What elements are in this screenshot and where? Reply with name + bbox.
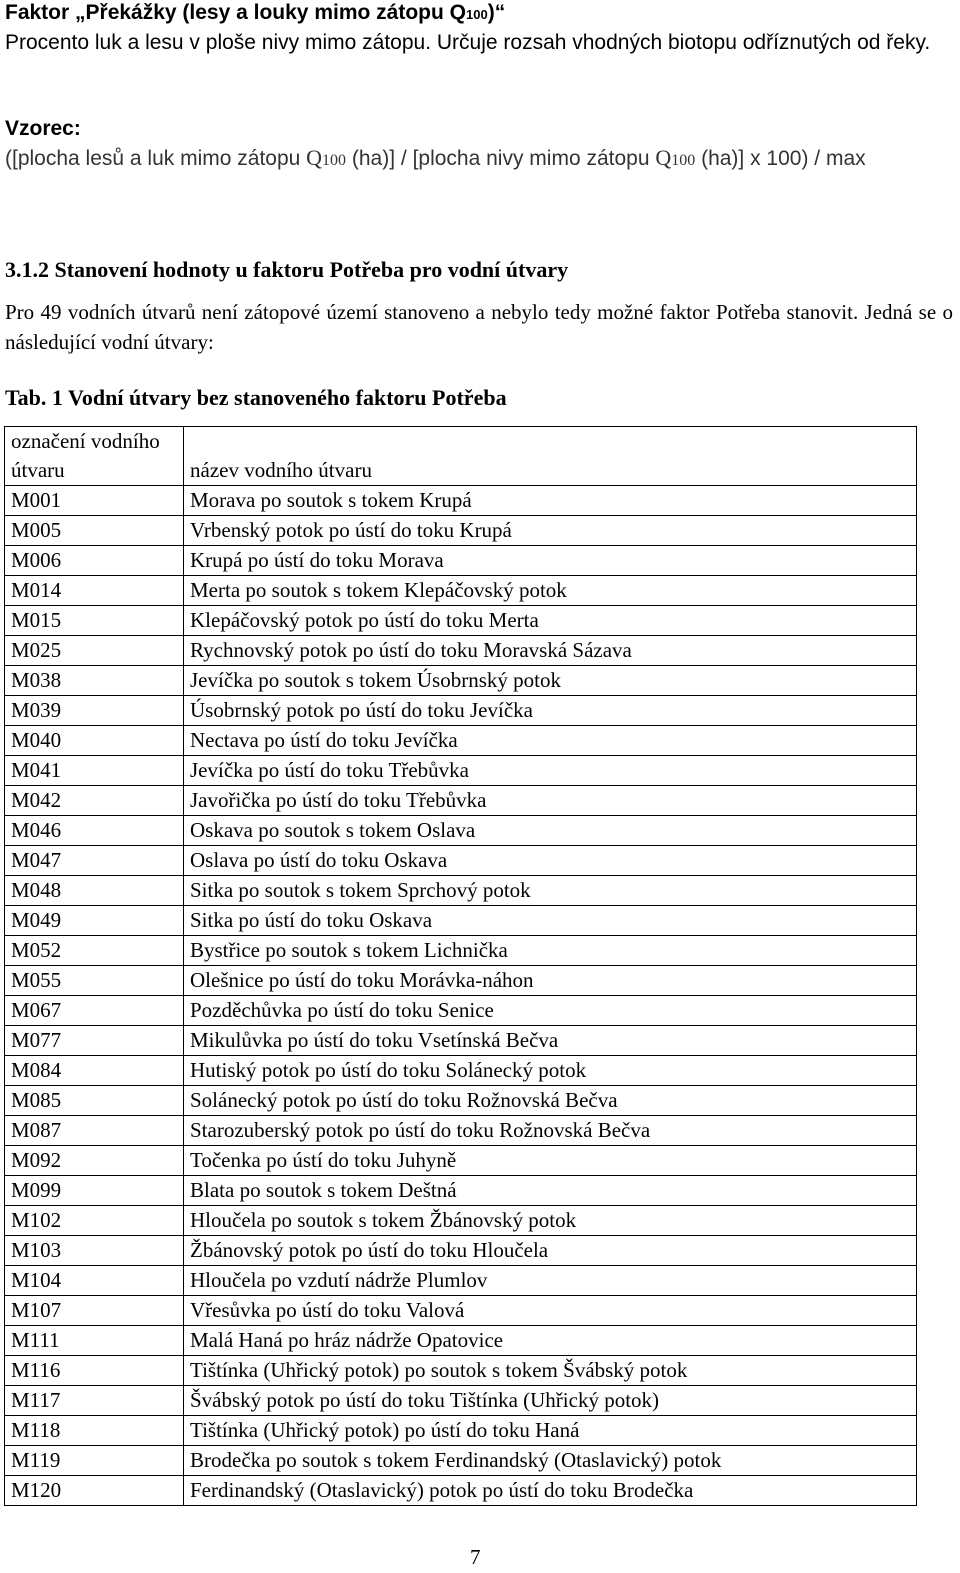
- header-code: označení vodního útvaru: [5, 427, 184, 486]
- water-body-code: M103: [5, 1236, 184, 1266]
- water-body-code: M042: [5, 786, 184, 816]
- water-body-code: M120: [5, 1476, 184, 1506]
- water-body-code: M039: [5, 696, 184, 726]
- table-row: [5, 1356, 917, 1386]
- water-body-code: M025: [5, 636, 184, 666]
- water-body-code: M107: [5, 1296, 184, 1326]
- water-body-name: Morava po soutok s tokem Krupá: [184, 486, 917, 516]
- table-row: [5, 726, 917, 756]
- water-body-name: Tištínka (Uhřický potok) po soutok s tokem Švábský potok: [184, 1356, 917, 1386]
- water-body-name: Hloučela po soutok s tokem Žbánovský potok: [184, 1206, 917, 1236]
- table-row: [5, 1026, 917, 1056]
- table-row: [5, 516, 917, 546]
- water-body-name: Žbánovský potok po ústí do toku Hloučela: [184, 1236, 917, 1266]
- water-body-code: M049: [5, 906, 184, 936]
- table-row: [5, 666, 917, 696]
- water-body-code: M005: [5, 516, 184, 546]
- table-row: [5, 906, 917, 936]
- water-body-name: Jevíčka po ústí do toku Třebůvka: [184, 756, 917, 786]
- water-bodies-table: [4, 426, 917, 1506]
- water-body-code: M046: [5, 816, 184, 846]
- water-body-name: Úsobrnský potok po ústí do toku Jevíčka: [184, 696, 917, 726]
- formula-q-1: Q: [306, 145, 323, 170]
- water-body-code: M084: [5, 1056, 184, 1086]
- water-body-name: Točenka po ústí do toku Juhyně: [184, 1146, 917, 1176]
- formula-part-2: (ha)] / [plocha nivy mimo zátopu: [346, 147, 656, 170]
- water-body-name: Solánecký potok po ústí do toku Rožnovská Bečva: [184, 1086, 917, 1116]
- water-body-code: M038: [5, 666, 184, 696]
- table-caption-label: Tab. 1: [5, 385, 63, 410]
- formula-part-1: ([plocha lesů a luk mimo zátopu: [5, 147, 307, 170]
- water-body-code: M006: [5, 546, 184, 576]
- table-row: [5, 846, 917, 876]
- table-caption-text: Vodní útvary bez stanoveného faktoru Potřeba: [62, 385, 507, 410]
- table-row: [5, 1146, 917, 1176]
- water-body-name: Javořička po ústí do toku Třebůvka: [184, 786, 917, 816]
- water-body-code: M104: [5, 1266, 184, 1296]
- table-row: [5, 1116, 917, 1146]
- water-body-name: Sitka po ústí do toku Oskava: [184, 906, 917, 936]
- section-paragraph: Pro 49 vodních útvarů není zátopové území stanoveno a nebylo tedy možné faktor Potřeba stanovit. Jedná se o následující vodní útvary:: [5, 300, 953, 354]
- water-body-name: Oskava po soutok s tokem Oslava: [184, 816, 917, 846]
- water-body-code: M099: [5, 1176, 184, 1206]
- water-body-code: M111: [5, 1326, 184, 1356]
- water-body-code: M041: [5, 756, 184, 786]
- table-row: [5, 816, 917, 846]
- water-body-code: M067: [5, 996, 184, 1026]
- formula-text: [5, 143, 957, 175]
- water-body-name: Blata po soutok s tokem Deštná: [184, 1176, 917, 1206]
- formula-subscript-2: 100: [671, 152, 696, 169]
- table-row: [5, 756, 917, 786]
- table-body: [5, 427, 917, 1506]
- table-row: [5, 1326, 917, 1356]
- header-name: název vodního útvaru: [184, 427, 917, 486]
- water-body-name: Tištínka (Uhřický potok) po ústí do toku Haná: [184, 1416, 917, 1446]
- table-row: [5, 1386, 917, 1416]
- water-body-name: Pozděchůvka po ústí do toku Senice: [184, 996, 917, 1026]
- water-body-code: M117: [5, 1386, 184, 1416]
- water-body-name: Rychnovský potok po ústí do toku Moravská Sázava: [184, 636, 917, 666]
- table-row: [5, 576, 917, 606]
- table-header-row: [5, 427, 917, 486]
- water-body-code: M077: [5, 1026, 184, 1056]
- water-body-code: M040: [5, 726, 184, 756]
- water-body-code: M048: [5, 876, 184, 906]
- formula-heading: Vzorec:: [5, 117, 81, 140]
- water-body-code: M087: [5, 1116, 184, 1146]
- table-row: [5, 1446, 917, 1476]
- water-body-code: M085: [5, 1086, 184, 1116]
- water-body-name: Malá Haná po hráz nádrže Opatovice: [184, 1326, 917, 1356]
- water-body-code: M055: [5, 966, 184, 996]
- water-body-code: M102: [5, 1206, 184, 1236]
- table-row: [5, 546, 917, 576]
- water-body-name: Klepáčovský potok po ústí do toku Merta: [184, 606, 917, 636]
- water-body-name: Hutiský potok po ústí do toku Solánecký potok: [184, 1056, 917, 1086]
- water-body-code: M047: [5, 846, 184, 876]
- water-body-code: M052: [5, 936, 184, 966]
- factor-title-suffix: )“: [487, 1, 506, 24]
- table-row: [5, 1266, 917, 1296]
- water-body-name: Starozuberský potok po ústí do toku Rožnovská Bečva: [184, 1116, 917, 1146]
- table-row: [5, 486, 917, 516]
- table-row: [5, 1236, 917, 1266]
- factor-title: [5, 0, 505, 28]
- table-row: [5, 786, 917, 816]
- water-body-name: Bystřice po soutok s tokem Lichnička: [184, 936, 917, 966]
- table-row: [5, 1056, 917, 1086]
- table-row: [5, 1176, 917, 1206]
- water-body-code: M001: [5, 486, 184, 516]
- table-row: [5, 1416, 917, 1446]
- table-caption: [5, 384, 507, 412]
- table-row: [5, 1476, 917, 1506]
- table-row: [5, 966, 917, 996]
- factor-title-prefix: Faktor „Překážky (lesy a louky mimo zátopu Q: [5, 1, 466, 24]
- water-body-code: M118: [5, 1416, 184, 1446]
- formula-q-2: Q: [655, 145, 672, 170]
- table-row: [5, 1086, 917, 1116]
- water-body-code: M116: [5, 1356, 184, 1386]
- water-body-name: Oslava po ústí do toku Oskava: [184, 846, 917, 876]
- table-row: [5, 636, 917, 666]
- table-row: [5, 696, 917, 726]
- water-body-name: Olešnice po ústí do toku Morávka-náhon: [184, 966, 917, 996]
- factor-title-subscript: 100: [466, 7, 488, 22]
- water-body-code: M015: [5, 606, 184, 636]
- water-body-name: Mikulůvka po ústí do toku Vsetínská Bečva: [184, 1026, 917, 1056]
- water-body-name: Nectava po ústí do toku Jevíčka: [184, 726, 917, 756]
- table-row: [5, 936, 917, 966]
- table-row: [5, 1206, 917, 1236]
- table-row: [5, 876, 917, 906]
- water-body-name: Jevíčka po soutok s tokem Úsobrnský potok: [184, 666, 917, 696]
- water-body-name: Brodečka po soutok s tokem Ferdinandský (Otaslavický) potok: [184, 1446, 917, 1476]
- formula-part-3: (ha)] x 100) / max: [695, 147, 866, 170]
- table-row: [5, 606, 917, 636]
- table-row: [5, 996, 917, 1026]
- water-body-name: Švábský potok po ústí do toku Tištínka (Uhřický potok): [184, 1386, 917, 1416]
- table-row: [5, 1296, 917, 1326]
- water-body-code: M014: [5, 576, 184, 606]
- factor-description: Procento luk a lesu v ploše nivy mimo zátopu. Určuje rozsah vhodných biotopu odříznutých od řeky.: [5, 31, 931, 54]
- page-number: 7: [470, 1545, 481, 1569]
- formula-subscript-1: 100: [322, 152, 347, 169]
- water-body-name: Vrbenský potok po ústí do toku Krupá: [184, 516, 917, 546]
- water-body-name: Hloučela po vzdutí nádrže Plumlov: [184, 1266, 917, 1296]
- water-body-code: M119: [5, 1446, 184, 1476]
- water-body-code: M092: [5, 1146, 184, 1176]
- section-heading: 3.1.2 Stanovení hodnoty u faktoru Potřeba pro vodní útvary: [5, 257, 569, 282]
- water-body-name: Vřesůvka po ústí do toku Valová: [184, 1296, 917, 1326]
- water-body-name: Merta po soutok s tokem Klepáčovský potok: [184, 576, 917, 606]
- water-body-name: Krupá po ústí do toku Morava: [184, 546, 917, 576]
- water-body-name: Ferdinandský (Otaslavický) potok po ústí do toku Brodečka: [184, 1476, 917, 1506]
- water-body-name: Sitka po soutok s tokem Sprchový potok: [184, 876, 917, 906]
